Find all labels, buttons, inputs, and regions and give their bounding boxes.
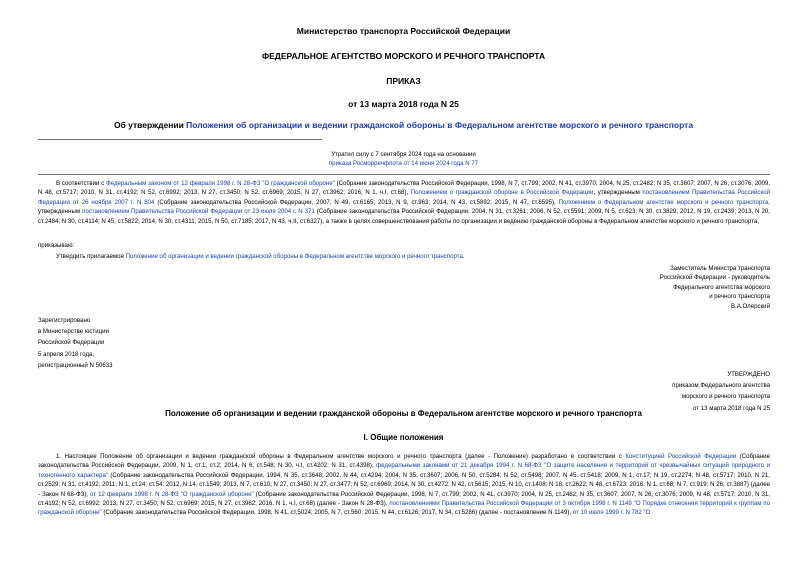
link-decree-782[interactable]: от 10 июля 1999 г. N 782 "О xyxy=(572,509,651,517)
header-rule xyxy=(38,139,322,140)
preamble-paragraph xyxy=(38,179,770,226)
validity-link[interactable]: приказа Росморречфлота от 14 июня 2024 года N 77 xyxy=(328,160,479,167)
signature-line: и речного транспорта xyxy=(709,293,770,301)
link-law-28fz[interactable]: Федеральным законом от 12 февраля 1998 г. N 28-ФЗ "О гражданской обороне" xyxy=(106,180,335,187)
preamble-text-3: , утвержденным xyxy=(593,189,643,197)
approved-block xyxy=(672,369,770,414)
section-1-title: I. Общие положения xyxy=(363,433,444,442)
registration-line: Зарегистрировано xyxy=(38,317,91,324)
approved-line: приказом Федерального агентства xyxy=(672,382,770,390)
link-agency-regulation[interactable]: Положением о Федеральном агентстве морского и речного транспорта xyxy=(558,198,769,206)
signature-line: Российской Федерации - руководитель xyxy=(659,274,770,282)
link-decree-1149[interactable]: постановлениями Правительства Российской Федерации от 3 октября 1998 г. N 1149 "О Порядке отнесения территорий к группам по гражданской обороне" xyxy=(38,500,770,517)
preamble-text-1: В соответствии с xyxy=(56,180,107,187)
registration-line: в Министерстве юстиции xyxy=(38,328,109,336)
link-constitution[interactable]: Конституцией Российской Федерации xyxy=(625,453,737,460)
p1-text-5: (Собрание законодательства Российской Федерации, 1998, N 41, ст.5024; 2005, N 7, ст.560; 2015, N 44, ст.6126; 2017, N 34, ст.5286) (далее - постановление N 1149), xyxy=(101,509,573,517)
regulation-paragraph-1 xyxy=(38,452,770,567)
order-title-prefix: Об утверждении xyxy=(113,120,187,130)
p1-text-2: (Собрание законодательства Российской Федерации, 2009, N 1, ст.1, ст.2; 2014, N 6, ст.548; N 30, ч.I, ст.4202; N 31, ст.4398), xyxy=(38,453,770,470)
approved-line: УТВЕРЖДЕНО xyxy=(727,371,770,378)
registration-line: 5 апреля 2018 года, xyxy=(38,350,95,358)
link-law-28fz-2[interactable]: от 12 февраля 1998 г. N 28-ФЗ "О гражданской обороне" xyxy=(90,490,254,498)
preamble-text-6: (Собрание законодательства Российской Федерации, 2004, N 31, ст.3261; 2006, N 52, ст.5591; 2009, N 5, ст.623; N 30, ст.3829; 2012, N 19, ст.2439; 2013, N 20, ст.2484; N 30, ст.4114; N 45, ст.5822; 2014, N 30, ст.4311; 2015, N 50, ст.7185; 2017, N 43, ч.II, ст.6327), а также в целях совершенствования работы по организации и ведению гражданской обороны в Федеральном агентстве морского и речного транспорта, xyxy=(38,208,770,225)
p1-text-1: 1. Настоящее Положение об организации и ведении гражданской обороны в Федеральном агентстве морского и речного транспорта (далее - Положение) разработано в соответствии с xyxy=(56,453,626,460)
order-title-link[interactable]: Положения об организации и ведении гражданской обороны в Федеральном агентстве морского и речного транспорта xyxy=(186,120,694,130)
order-word: приказываю: xyxy=(38,242,75,249)
approve-suffix: . xyxy=(462,253,465,260)
p1-text-3: (Собрание законодательства Российской Федерации, 1994, N 35, ст.3648; 2002, N 44, ст.4294; 2004, N 35, ст.3607; 2006, N 50, ст.5284; N 52, ст.5498; 2007, N 45, ст.5418; 2009, N 1, ст.17; N 19, ст.2274; N 48, ст.5717; 2010, N 21, ст.2529; N 31, ст.4192; 2011, N 1, ст.24; ст.54; 2012, N 14, ст.1549; 2013, N 7, ст.610; N 27, ст.3450; N 27, ст.3477; N 52, ст.6969; 2014, N 30, ст.4272; N 42, ст.5615; 2015, N 10, ст.1408; N 18, ст.2622; N 48, ст.6723; 2016, N 1, ст.68; N 7, ст.919; N 26, ст.3887) (далее - Закон N 68-ФЗ), xyxy=(38,471,770,498)
signature-name: В.А.Олерский xyxy=(730,302,770,310)
doc-type-heading: ПРИКАЗ xyxy=(386,76,421,86)
registration-block xyxy=(38,315,113,371)
doc-date-number: от 13 марта 2018 года N 25 xyxy=(348,99,459,109)
approved-line: от 13 марта 2018 года N 25 xyxy=(693,404,770,412)
registration-line: регистрационный N 50633 xyxy=(38,361,113,369)
validity-line1: Утратил силу с 7 сентября 2024 года на основании xyxy=(331,151,476,158)
link-decree-371[interactable]: постановлением Правительства Российской Федерации от 23 июля 2004 г. N 371 xyxy=(82,208,315,216)
preamble-text-4: (Собрание законодательства Российской Федерации, 2007, N 49, ст.6165; 2013, N 9, ст.963; 2014, N 43, ст.5892; 2015, N 47, ст.6595), xyxy=(154,198,559,206)
signature-line: Заместитель Министра транспорта xyxy=(670,265,770,272)
preamble-text-2: (Собрание законодательства Российской Федерации, 1998, N 7, ст.799; 2002, N 41, ст.3970; 2004, N 25, ст.2482; N 35, ст.3607; 2007, N 26, ст.3076; 2009, N 48, ст.5717; 2010, N 31, ст.4192; N 52, ст.6992; 2013, N 27, ст.3450; N 52, ст.6969; 2015, N 27, ст.3962; 2016, N 1, ч.I, ст.68), xyxy=(38,180,770,197)
signature-block xyxy=(660,264,770,311)
p1-text-4: (Собрание законодательства Российской Федерации, 1998, N 7, ст.799; 2002, N 41, ст.3970; 2004, N 25, ст.2482; N 35, ст.3607; 2007, N 26, ст.3076; 2009, N 48, ст.5717; 2010, N 31, ст.4192; N 52, ст.6992; 2013, N 27, ст.3450; N 52, ст.6969; 2015, N 27, ст.3962; 2016, N 1, ч.I, ст.68) (далее - Закон N 28-ФЗ), xyxy=(38,490,770,508)
approve-link[interactable]: Положение об организации и ведении гражданской обороны в Федеральном агентстве морского и речного транспорта xyxy=(125,253,463,260)
registration-line: Российской Федерации xyxy=(38,339,105,347)
signature-line: Федерального агентства морского xyxy=(673,283,770,291)
link-decree-804[interactable]: постановлением Правительства Российской Федерации от 26 ноября 2007 г. N 804 xyxy=(38,189,771,206)
agency-heading: ФЕДЕРАЛЬНОЕ АГЕНТСТВО МОРСКОГО И РЕЧНОГО ТРАНСПОРТА xyxy=(261,51,546,61)
ministry-heading: Министерство транспорта Российской Федерации xyxy=(296,26,511,36)
approve-prefix: Утвердить прилагаемое xyxy=(56,253,126,260)
preamble-text-5: , утвержденным xyxy=(38,198,770,216)
link-law-68fz[interactable]: федеральными законами от 21 декабря 1994 г. N 68-ФЗ "О защите населения и территорий от чрезвычайных ситуаций природного и техногенного характера" xyxy=(38,462,770,479)
order-title xyxy=(0,120,807,130)
validity-rule xyxy=(38,174,770,175)
approve-line xyxy=(56,252,770,261)
regulation-title: Положение об организации и ведении гражданской обороны в Федеральном агентстве морского и речного транспорта xyxy=(165,409,642,418)
link-civil-defense-regulation[interactable]: Положением о гражданской обороне в Российской Федерации xyxy=(410,189,594,197)
approved-line: морского и речного транспорта xyxy=(681,393,770,401)
